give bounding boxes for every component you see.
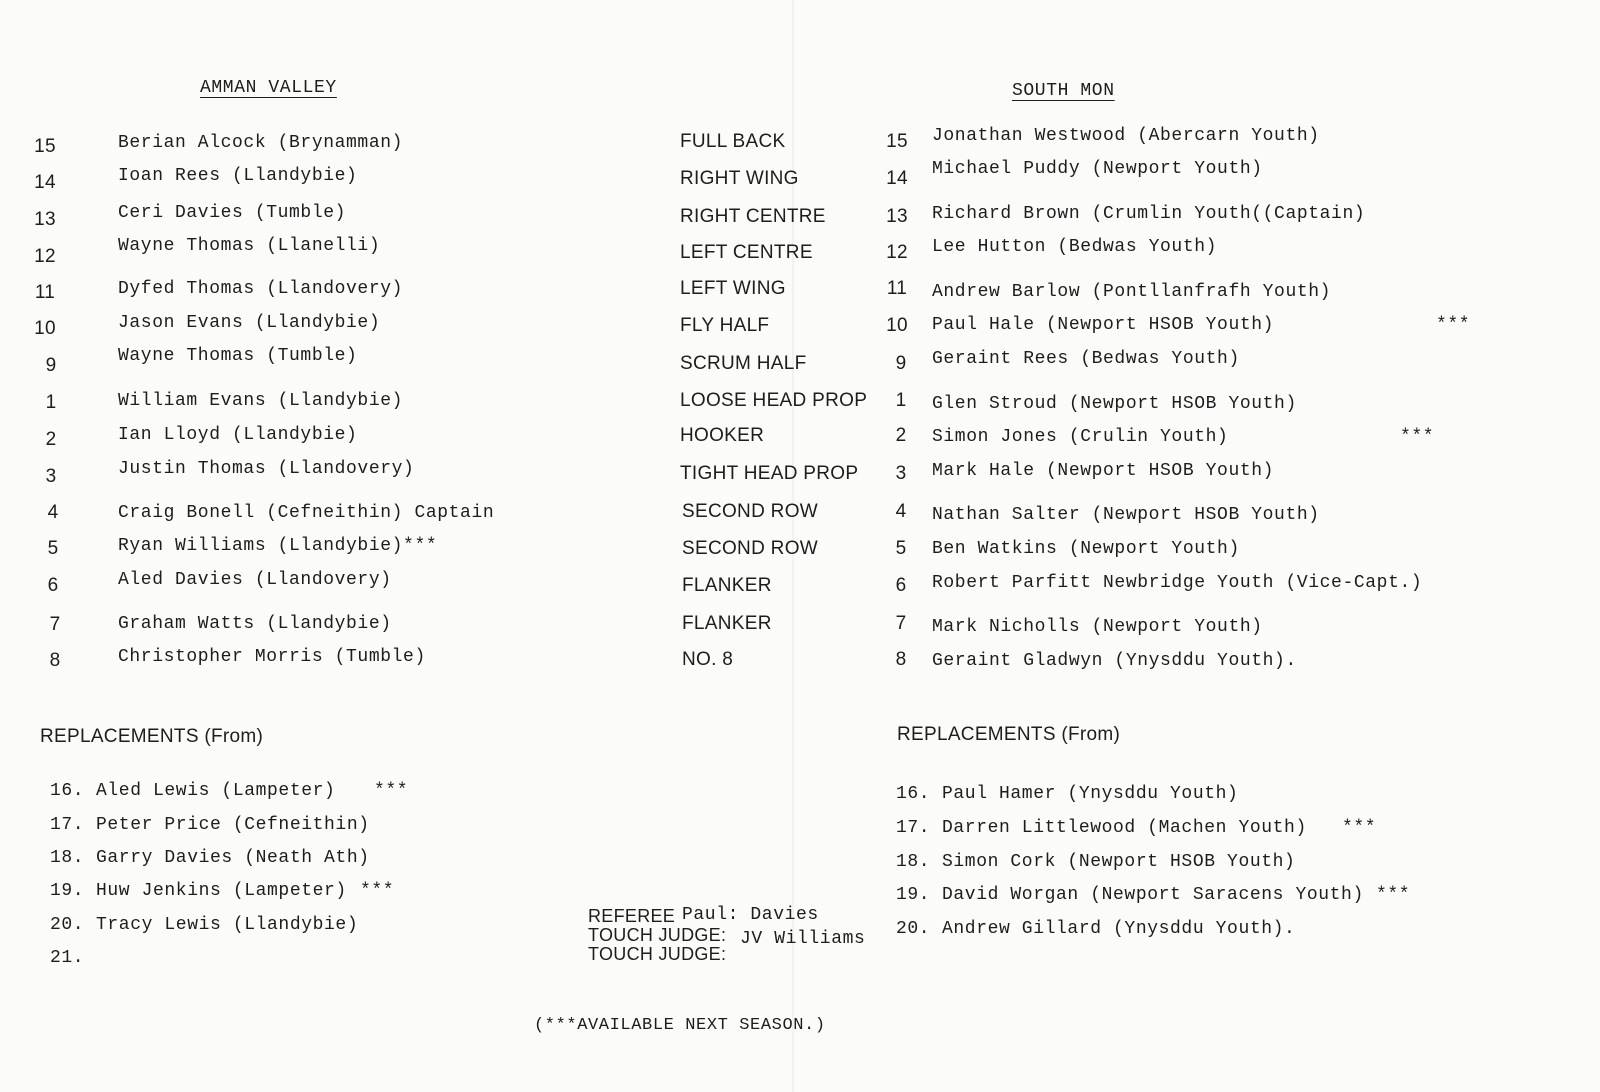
away-player-number: 14: [886, 168, 908, 189]
replacement-name: Garry Davies (Neath Ath): [96, 848, 370, 868]
home-player-number: 14: [34, 172, 56, 193]
home-player-number: 5: [47, 538, 59, 559]
away-player-number: 13: [886, 206, 908, 227]
home-player-number: 2: [45, 429, 57, 450]
position-label: TIGHT HEAD PROP: [680, 463, 859, 484]
away-player-number: 4: [895, 501, 907, 522]
replacement-number: 20.: [896, 919, 931, 939]
away-player-number: 5: [895, 538, 907, 559]
position-label: SECOND ROW: [682, 501, 818, 522]
referee-name: Paul: Davies: [682, 905, 819, 925]
away-replacements-heading: REPLACEMENTS (From): [897, 724, 1121, 745]
home-player-number: 3: [45, 466, 57, 487]
position-label: NO. 8: [682, 649, 734, 670]
home-player-number: 10: [34, 318, 56, 339]
referee-label: REFEREE: [588, 906, 676, 926]
home-player-name: Jason Evans (Llandybie): [118, 313, 381, 333]
replacement-name: Paul Hamer (Ynysddu Youth): [942, 784, 1239, 804]
home-player-name: Graham Watts (Llandybie): [118, 614, 392, 634]
replacement-name: Huw Jenkins (Lampeter): [96, 881, 347, 901]
replacement-name: Peter Price (Cefneithin): [96, 815, 370, 835]
home-replacements-heading: REPLACEMENTS (From): [40, 726, 264, 747]
home-player-number: 4: [47, 502, 59, 523]
availability-mark: ***: [360, 881, 395, 901]
home-player-number: 8: [49, 650, 61, 671]
home-player-number: 6: [47, 575, 59, 596]
home-player-number: 9: [45, 355, 57, 376]
replacement-number: 17.: [896, 818, 931, 838]
away-player-name: Andrew Barlow (Pontllanfrafh Youth): [932, 282, 1332, 302]
home-player-name: Wayne Thomas (Llanelli): [118, 236, 381, 256]
away-player-name: Geraint Rees (Bedwas Youth): [932, 349, 1240, 369]
away-player-number: 8: [895, 649, 907, 670]
home-player-name: Dyfed Thomas (Llandovery): [118, 279, 404, 299]
away-player-name: Paul Hale (Newport HSOB Youth): [932, 315, 1275, 335]
away-player-name: Nathan Salter (Newport HSOB Youth): [932, 505, 1320, 525]
position-label: SECOND ROW: [682, 538, 818, 559]
position-label: LEFT CENTRE: [680, 242, 813, 263]
replacement-number: 18.: [50, 848, 85, 868]
home-player-name: Aled Davies (Llandovery): [118, 570, 392, 590]
away-player-number: 12: [886, 242, 908, 263]
availability-mark: ***: [1400, 427, 1435, 447]
away-player-name: Robert Parfitt Newbridge Youth (Vice-Capt.): [932, 573, 1423, 593]
replacement-number: 19.: [896, 885, 931, 905]
position-label: FLANKER: [682, 613, 772, 634]
position-label: SCRUM HALF: [680, 353, 807, 374]
home-player-number: 13: [34, 209, 56, 230]
availability-mark: ***: [374, 781, 409, 801]
home-player-name: Justin Thomas (Llandovery): [118, 459, 415, 479]
position-label: FLANKER: [682, 575, 772, 596]
home-player-number: 15: [34, 136, 56, 157]
availability-mark: ***: [1376, 885, 1411, 905]
away-player-number: 15: [886, 131, 908, 152]
replacement-name: David Worgan (Newport Saracens Youth): [942, 885, 1364, 905]
replacement-number: 20.: [50, 915, 85, 935]
home-player-number: 1: [45, 392, 57, 413]
replacement-name: Aled Lewis (Lampeter): [96, 781, 336, 801]
away-player-name: Lee Hutton (Bedwas Youth): [932, 237, 1218, 257]
away-player-number: 1: [895, 390, 907, 411]
home-player-name: Ryan Williams (Llandybie)***: [118, 536, 438, 556]
home-player-name: Ian Lloyd (Llandybie): [118, 425, 358, 445]
home-player-name: Berian Alcock (Brynamman): [118, 133, 404, 153]
home-player-name: Wayne Thomas (Tumble): [118, 346, 358, 366]
away-player-number: 2: [895, 425, 907, 446]
away-player-name: Mark Hale (Newport HSOB Youth): [932, 461, 1275, 481]
position-label: FULL BACK: [680, 131, 786, 152]
home-player-name: Ioan Rees (Llandybie): [118, 166, 358, 186]
home-player-number: 12: [34, 246, 56, 267]
home-player-name: William Evans (Llandybie): [118, 391, 404, 411]
away-player-number: 10: [886, 315, 908, 336]
home-player-name: Ceri Davies (Tumble): [118, 203, 347, 223]
position-label: HOOKER: [680, 425, 765, 446]
home-player-number: 11: [34, 282, 56, 303]
away-player-name: Michael Puddy (Newport Youth): [932, 159, 1263, 179]
replacement-number: 16.: [896, 784, 931, 804]
touch-judge-label: TOUCH JUDGE:: [588, 944, 727, 964]
availability-mark: ***: [1436, 315, 1471, 335]
away-player-name: Ben Watkins (Newport Youth): [932, 539, 1240, 559]
away-player-number: 9: [895, 353, 907, 374]
replacement-name: Darren Littlewood (Machen Youth): [942, 818, 1307, 838]
away-player-name: Richard Brown (Crumlin Youth((Captain): [932, 204, 1366, 224]
touch-judge-label: TOUCH JUDGE:: [588, 925, 727, 945]
home-player-number: 7: [49, 614, 61, 635]
away-player-number: 6: [895, 575, 907, 596]
home-player-name: Craig Bonell (Cefneithin) Captain: [118, 503, 495, 523]
home-team-title: AMMAN VALLEY: [200, 78, 337, 98]
away-player-name: Simon Jones (Crulin Youth): [932, 427, 1229, 447]
away-team-title: SOUTH MON: [1012, 81, 1115, 101]
position-label: RIGHT CENTRE: [680, 206, 826, 227]
replacement-number: 16.: [50, 781, 85, 801]
away-player-name: Geraint Gladwyn (Ynysddu Youth).: [932, 651, 1297, 671]
position-label: FLY HALF: [680, 315, 770, 336]
away-player-name: Glen Stroud (Newport HSOB Youth): [932, 394, 1297, 414]
away-player-name: Mark Nicholls (Newport Youth): [932, 617, 1263, 637]
replacement-name: Andrew Gillard (Ynysddu Youth).: [942, 919, 1296, 939]
away-player-number: 3: [895, 463, 907, 484]
replacement-name: Tracy Lewis (Llandybie): [96, 915, 359, 935]
away-player-name: Jonathan Westwood (Abercarn Youth): [932, 126, 1320, 146]
touch-judge-name: JV Williams: [740, 929, 866, 949]
availability-mark: ***: [1342, 818, 1377, 838]
replacement-number: 17.: [50, 815, 85, 835]
replacement-number: 21.: [50, 948, 85, 968]
position-label: RIGHT WING: [680, 168, 799, 189]
position-label: LOOSE HEAD PROP: [680, 390, 868, 411]
home-player-name: Christopher Morris (Tumble): [118, 647, 426, 667]
away-player-number: 11: [886, 278, 908, 299]
availability-footnote: (***AVAILABLE NEXT SEASON.): [534, 1016, 826, 1035]
replacement-name: Simon Cork (Newport HSOB Youth): [942, 852, 1296, 872]
position-label: LEFT WING: [680, 278, 786, 299]
replacement-number: 18.: [896, 852, 931, 872]
replacement-number: 19.: [50, 881, 85, 901]
away-player-number: 7: [895, 613, 907, 634]
